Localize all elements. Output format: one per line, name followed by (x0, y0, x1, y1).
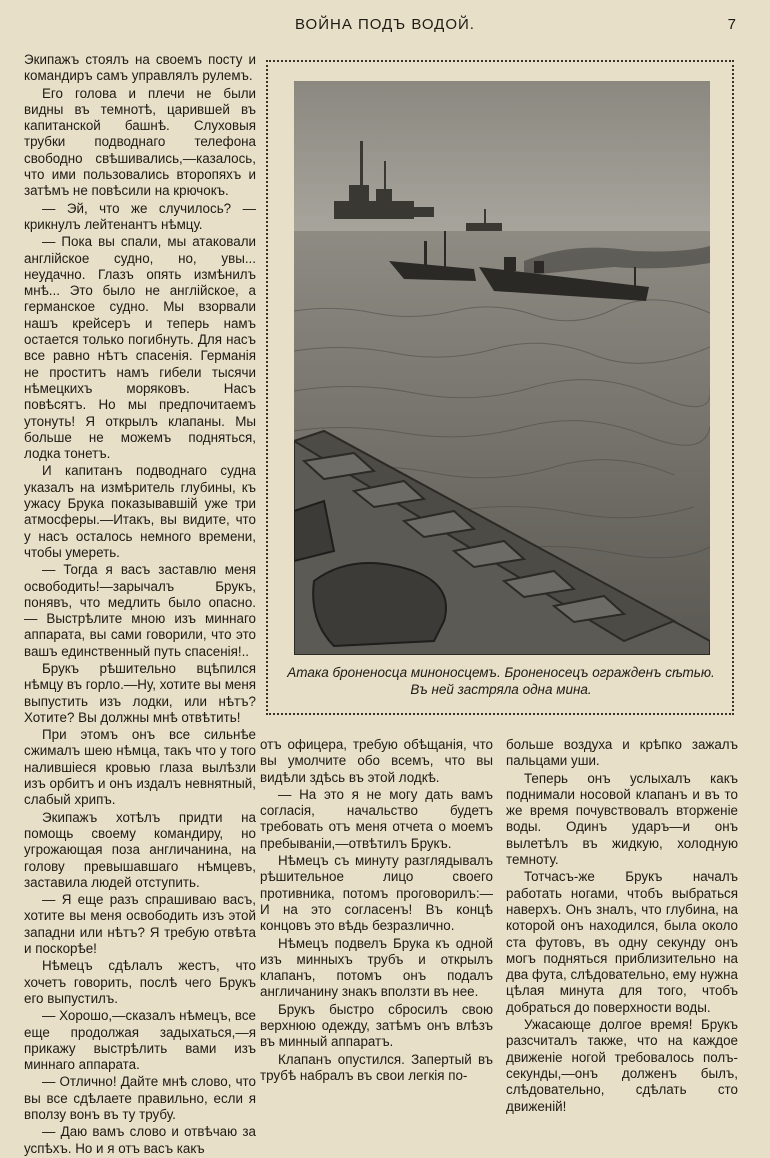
paragraph: — Эй, что же случилось? — крикнулъ лейтенантъ нѣмцу. (24, 200, 256, 232)
paragraph: — Тогда я васъ заставлю меня освободить!—зарычалъ Брукъ, понявъ, что медлить было опасно. — Выстрѣлите мною изъ миннаго аппарата, вы сами говорили, что это вашъ единственный путь спасенія!.. (24, 562, 256, 659)
paragraph: — На это я не могу дать вамъ согласія, начальство будетъ требовать отъ меня отчета о моемъ пребываніи,—отвѣтилъ Брукъ. (260, 786, 493, 851)
paragraph: — Отлично! Дайте мнѣ слово, что вы все сдѣлаете правильно, если я вползу вонъ въ ту трубу. (24, 1074, 256, 1122)
paragraph: При этомъ онъ все сильнѣе сжималъ шею нѣмца, такъ что у того налившіеся кровью глаза вылѣзли изъ орбитъ и онъ издалъ невнятный, слабый хрипъ. (24, 727, 256, 808)
figure-caption (280, 664, 722, 698)
figure (266, 60, 734, 715)
paragraph: — Даю вамъ слово и отвѣчаю за успѣхъ. Но и я отъ васъ какъ (24, 1124, 256, 1156)
paragraph: Его голова и плечи не были видны въ темнотѣ, царившей въ капитанской башнѣ. Слуховыя трубки подводнаго телефона свободно свѣшивались,—казалось, что ими пользовались второпяхъ и затѣмъ не повѣсили на крючокъ. (24, 85, 256, 199)
illustration-drawing (294, 81, 710, 655)
page-number: 7 (727, 16, 736, 33)
paragraph: Брукъ быстро сбросилъ свою верхнюю одежду, затѣмъ онъ влѣзъ въ минный аппаратъ. (260, 1001, 493, 1050)
paragraph: Брукъ рѣшительно вцѣпился нѣмцу въ горло.—Ну, хотите вы меня выпустить изъ лодки, или нѣтъ? Хотите? Вы должны мнѣ отвѣтить! (24, 660, 256, 725)
paragraph: — Пока вы спали, мы атаковали англійское судно, но, увы... неудачно. Глазъ опять измѣнилъ мнѣ... Это было не англійское, а германское судно. Мы взорвали нашъ крейсеръ и теперь намъ остается только погибнуть. Для насъ все равно нѣтъ спасенія. Германія не проститъ намъ гибели тысячи нѣмецкихъ моряковъ. Насъ повѣсятъ. Но мы предпочитаемъ утонуть! Я открылъ клапаны. Мы больше не можемъ подняться, лодка тонетъ. (24, 234, 256, 462)
paragraph: Нѣмецъ подвелъ Брука къ одной изъ минныхъ трубъ и открылъ клапанъ, потомъ онъ подалъ англичанину знакъ вползти въ нее. (260, 935, 493, 1000)
paragraph: больше воздуха и крѣпко зажалъ пальцами уши. (506, 737, 738, 769)
paragraph: И капитанъ подводнаго судна указалъ на измѣритель глубины, къ ужасу Брука показывавшій уже три атмосферы.—Итакъ, вы видите, что у насъ осталось немного времени, чтобы умереть. (24, 463, 256, 560)
paragraph: — Я еще разъ спрашиваю васъ, хотите вы меня освободить изъ этой западни или нѣтъ? Я требую отвѣта и поскорѣе! (24, 892, 256, 957)
paragraph: Нѣмецъ съ минуту разглядывалъ рѣшительное лицо своего противника, потомъ проговорилъ:—И на это согласенъ! Въ концѣ концовъ это вѣдь безразлично. (260, 853, 493, 934)
paragraph: Теперь онъ услыхалъ какъ поднимали носовой клапанъ и въ то же время почувствовалъ вторженіе воды. Одинъ ударъ—и онъ вылетѣлъ въ жидкую, холодную темноту. (506, 770, 738, 868)
paragraph: Экипажъ хотѣлъ придти на помощь своему командиру, но угрожающая поза англичанина, на голову превышавшаго нѣмцевъ, заставила людей отступить. (24, 809, 256, 890)
caption-line: Въ ней застряла одна мина. (410, 682, 592, 697)
caption-line: Атака броненосца миноносцемъ. Броненосецъ огражденъ сѣтью. (287, 665, 715, 680)
text-column-3 (506, 737, 738, 1116)
paragraph: Экипажъ стоялъ на своемъ посту и командиръ самъ управлялъ рулемъ. (24, 52, 256, 84)
text-column-1 (24, 52, 256, 1158)
paragraph: отъ офицера, требую обѣщанія, что вы умолчите обо всемъ, что вы видѣли здѣсь въ этой лодкѣ. (260, 737, 493, 785)
paragraph: Нѣмецъ сдѣлалъ жестъ, что хочетъ говорить, послѣ чего Брукъ его выпустилъ. (24, 958, 256, 1006)
text-column-2 (260, 737, 493, 1085)
paragraph: — Хорошо,—сказалъ нѣмецъ, все еще продолжая задыхаться,—я прикажу выстрѣлить вами изъ миннаго аппарата. (24, 1008, 257, 1073)
paragraph: Ужасающе долгое время! Брукъ разсчиталъ также, что на каждое движеніе ногой требовалось полъ-секунды,—онъ долженъ былъ, слѣдовательно, сдѣлать сто движеній! (506, 1017, 738, 1114)
paragraph: Клапанъ опустился. Запертый въ трубѣ набралъ въ свои легкія по- (260, 1051, 493, 1083)
paragraph: Тотчасъ-же Брукъ началъ работать ногами, чтобъ выбраться наверхъ. Онъ зналъ, что глубина, на которой онъ находился, была около ста футовъ, въ одну секунду онъ могъ подняться приблизительно на два фута, слѣдовательно, ему нужна цѣлая минута для того, чтобъ добраться до поверхности воды. (506, 869, 738, 1015)
illustration-naval-attack (294, 81, 710, 655)
running-head: ВОЙНА ПОДЪ ВОДОЙ. (295, 16, 475, 33)
